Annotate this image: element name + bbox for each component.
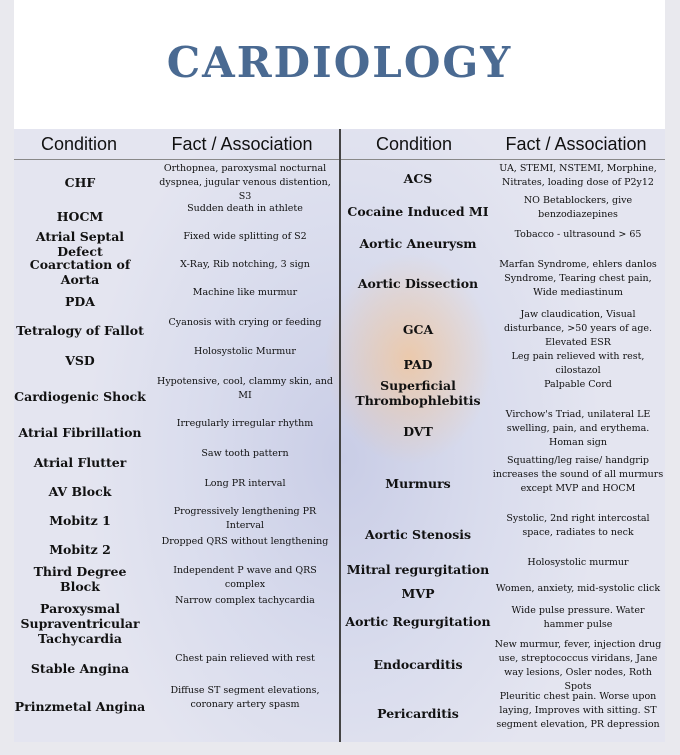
left-fact-cell: Irregularly irregular rhythm	[176, 418, 314, 429]
right-fact-cell: Leg pain relieved with rest, cilostazol	[511, 351, 645, 376]
right-condition-cell: Cocaine Induced MI	[347, 203, 489, 219]
left-condition-cell: Stable Angina	[30, 660, 130, 676]
left-fact-cell: Sudden death in athlete	[187, 203, 303, 214]
left-condition-cell: Cardiogenic Shock	[14, 388, 146, 404]
right-fact-cell: Palpable Cord	[544, 379, 612, 390]
left-fact-cell: Narrow complex tachycardia	[175, 595, 315, 606]
left-condition-cell: Paroxysmal Supraventricular Tachycardia	[20, 600, 140, 646]
left-fact-cell: Diffuse ST segment elevations, coronary artery spasm	[170, 685, 320, 710]
left-condition-cell: Atrial Fibrillation	[18, 424, 142, 440]
left-fact-cell: Dropped QRS without lengthening	[161, 536, 329, 547]
left-fact-cell: Machine like murmur	[192, 287, 298, 298]
left-fact-header: Fact / Association	[171, 134, 313, 154]
left-fact-cell: Chest pain relieved with rest	[175, 653, 315, 664]
left-condition-cell: AV Block	[48, 483, 112, 499]
right-condition-cell: Aortic Dissection	[357, 275, 479, 291]
right-fact-cell: NO Betablockers, give benzodiazepines	[523, 195, 633, 220]
left-fact-cell: Fixed wide splitting of S2	[183, 231, 307, 242]
left-fact-cell: Progressively lengthening PR Interval	[173, 506, 317, 531]
right-condition-cell: Aortic Stenosis	[364, 526, 472, 542]
right-fact-cell: Tobacco - ultrasound > 65	[514, 229, 642, 240]
left-fact-cell: Holosystolic Murmur	[194, 346, 296, 357]
left-fact-cell: Orthopnea, paroxysmal nocturnal dyspnea, jugular venous distention, S3	[159, 163, 331, 202]
left-fact-cell: Saw tooth pattern	[201, 448, 289, 459]
right-fact-cell: Systolic, 2nd right intercostal space, radiates to neck	[506, 513, 650, 538]
left-condition-cell: Coarctation of Aorta	[29, 257, 131, 287]
right-condition-cell: Aortic Aneurysm	[359, 235, 477, 251]
right-fact-cell: Virchow's Triad, unilateral LE swelling, pain, and erythema. Homan sign	[505, 409, 651, 448]
right-condition-cell: Superficial Thrombophlebitis	[355, 378, 481, 408]
title-area	[14, 0, 665, 128]
right-condition-cell: Mitral regurgitation	[346, 561, 490, 577]
left-fact-cell: Cyanosis with crying or feeding	[168, 317, 322, 328]
right-fact-cell: Pleuritic chest pain. Worse upon laying, Improves with sitting. ST segment elevation, PR depression	[496, 691, 660, 730]
left-condition-cell: Atrial Flutter	[33, 454, 127, 470]
left-condition-cell: PDA	[65, 293, 95, 309]
left-fact-cell: Long PR interval	[204, 478, 286, 489]
left-condition-cell: Mobitz 1	[49, 512, 111, 528]
left-fact-cell: Independent P wave and QRS complex	[173, 565, 317, 590]
column-divider	[339, 129, 341, 742]
right-condition-cell: DVT	[403, 423, 433, 439]
left-condition-cell: Prinzmetal Angina	[14, 698, 146, 714]
left-condition-cell: CHF	[64, 174, 96, 190]
left-condition-cell: Atrial Septal Defect	[35, 229, 125, 259]
right-fact-cell: UA, STEMI, NSTEMI, Morphine, Nitrates, loading dose of P2y12	[499, 163, 657, 188]
left-condition-cell: Mobitz 2	[49, 542, 111, 557]
right-fact-cell: Jaw claudication, Visual disturbance, >50 years of age. Elevated ESR	[503, 309, 653, 348]
right-fact-cell: Marfan Syndrome, ehlers danlos Syndrome, Tearing chest pain, Wide mediastinum	[499, 259, 657, 298]
left-condition-cell: Tetralogy of Fallot	[16, 323, 144, 338]
page-title: CARDIOLOGY	[166, 38, 513, 87]
bottom-strip	[0, 742, 680, 755]
right-condition-cell: GCA	[402, 321, 434, 337]
left-fact-cell: Hypotensive, cool, clammy skin, and MI	[157, 376, 333, 401]
right-condition-cell: ACS	[403, 170, 433, 186]
left-fact-cell: X-Ray, Rib notching, 3 sign	[180, 259, 310, 270]
right-fact-header: Fact / Association	[505, 134, 647, 154]
right-condition-header: Condition	[375, 134, 453, 154]
left-condition-header: Condition	[40, 134, 118, 154]
left-condition-cell: Third Degree Block	[33, 564, 127, 594]
right-fact-cell: Women, anxiety, mid-systolic click	[495, 583, 661, 594]
right-fact-cell: New murmur, fever, injection drug use, streptococcus viridans, Jane way lesions, Osler nodes, Roth Spots	[494, 639, 662, 692]
right-condition-cell: PAD	[403, 356, 433, 372]
left-condition-cell: VSD	[65, 352, 95, 368]
document-page	[14, 0, 665, 742]
right-condition-cell: Endocarditis	[373, 656, 463, 672]
right-fact-cell: Wide pulse pressure. Water hammer pulse	[511, 605, 645, 630]
right-condition-cell: Pericarditis	[377, 705, 459, 721]
left-condition-cell: HOCM	[56, 208, 104, 224]
right-fact-cell: Holosystolic murmur	[527, 557, 629, 568]
right-fact-cell: Squatting/leg raise/ handgrip increases the sound of all murmurs except MVP and HOCM	[492, 455, 664, 494]
right-condition-cell: MVP	[401, 585, 435, 601]
cardiology-table	[14, 129, 665, 742]
right-condition-cell: Murmurs	[385, 475, 451, 491]
right-condition-cell: Aortic Regurgitation	[345, 613, 491, 629]
